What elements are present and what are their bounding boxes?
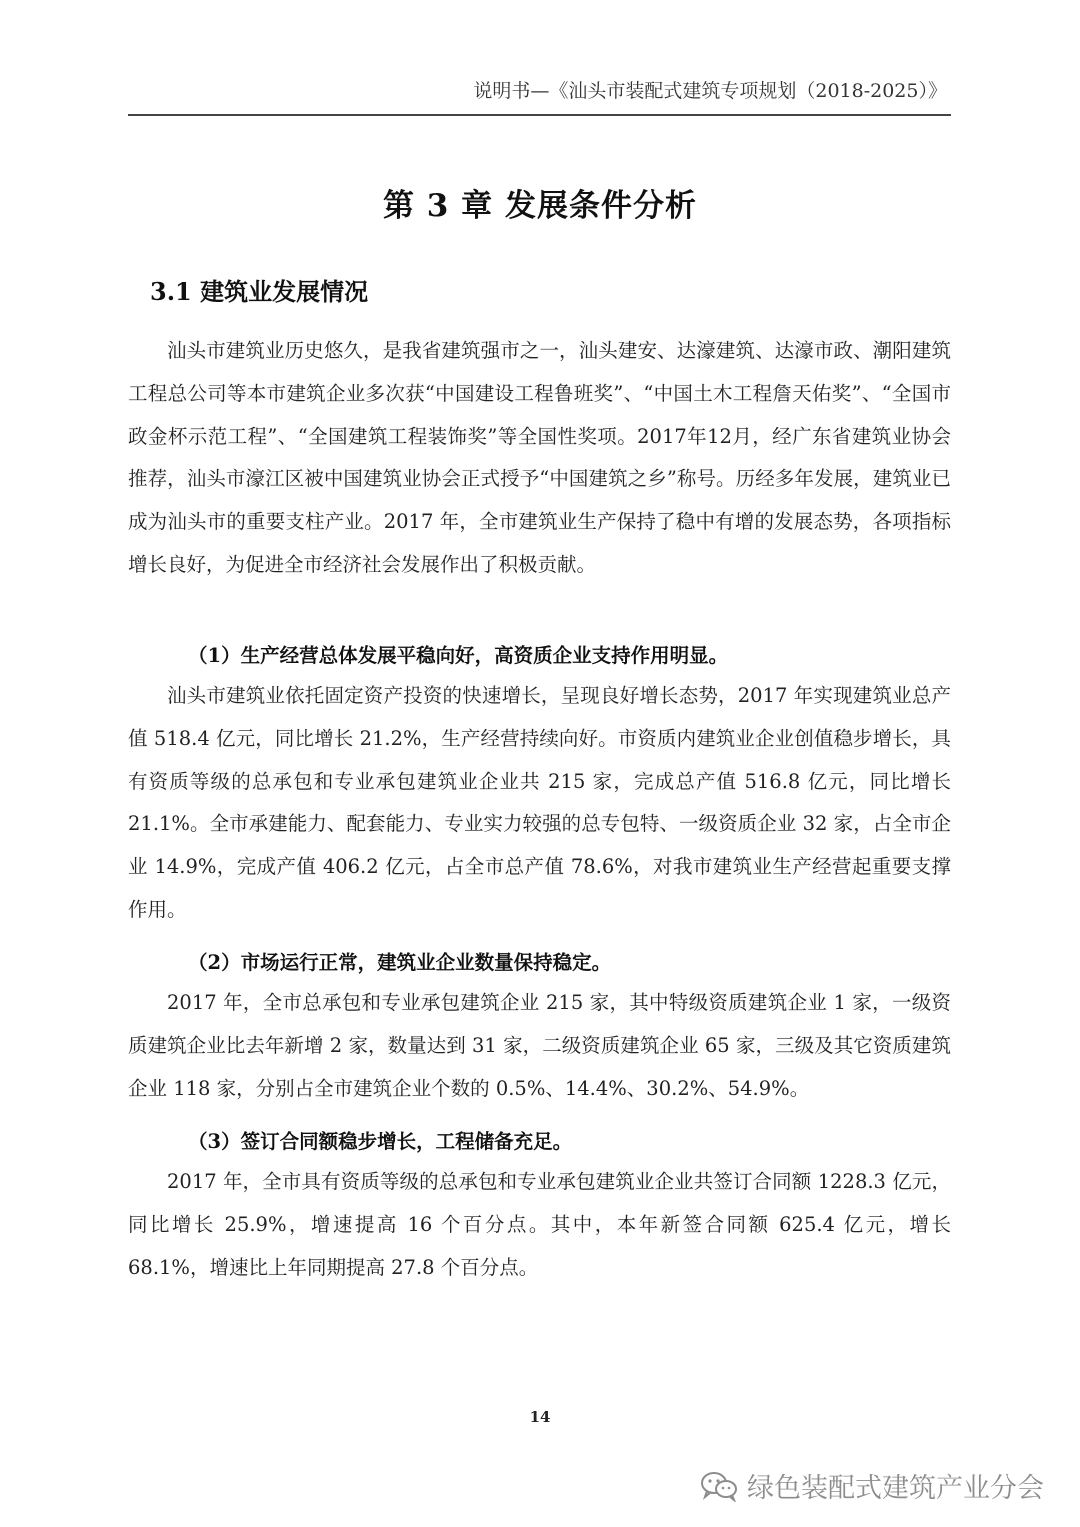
subsection-1-paragraph: 汕头市建筑业依托固定资产投资的快速增长，呈现良好增长态势，2017 年实现建筑业总产值 518.4 亿元，同比增长 21.2%，生产经营持续向好。市资质内建筑业企业创值稳步增长，具有资质等级的总承包和专业承包建筑业企业共 215 家，完成总产值 516.8 亿元，同比增长 21.1%。全市承建能力、配套能力、专业实力较强的总专包特、一级资质企业 32 家，占全市企业 14.9%，完成产值 406.2 亿元，占全市总产值 78.6%，对我市建筑业生产经营起重要支撑作用。 (128, 684, 951, 921)
header-divider (128, 114, 951, 116)
intro-paragraph: 汕头市建筑业历史悠久，是我省建筑强市之一，汕头建安、达濠建筑、达濠市政、潮阳建筑工程总公司等本市建筑企业多次获“中国建设工程鲁班奖”、“中国土木工程詹天佑奖”、“全国市政金杯示范工程”、“全国建筑工程装饰奖”等全国性奖项。2017年12月，经广东省建筑业协会推荐，汕头市濠江区被中国建筑业协会正式授予“中国建筑之乡”称号。历经多年发展，建筑业已成为汕头市的重要支柱产业。2017 年，全市建筑业生产保持了稳中有增的发展态势，各项指标增长良好，为促进全市经济社会发展作出了积极贡献。 (128, 339, 951, 576)
subsection-3-paragraph: 2017 年，全市具有资质等级的总承包和专业承包建筑业企业共签订合同额 1228.3 亿元，同比增长 25.9%，增速提高 16 个百分点。其中，本年新签合同额 625.4 亿元，增长 68.1%，增速比上年同期提高 27.8 个百分点。 (128, 1170, 951, 1279)
subsection-3-heading: （3）签订合同额稳步增长，工程储备充足。 (188, 1130, 573, 1153)
running-header-title: 说明书—《汕头市装配式建筑专项规划（2018-2025）》 (473, 80, 947, 102)
watermark-text: 绿色装配式建筑产业分会 (747, 1473, 1044, 1504)
subsection-2-paragraph: 2017 年，全市总承包和专业承包建筑企业 215 家，其中特级资质建筑企业 1 家，一级资质建筑企业比去年新增 2 家，数量达到 31 家，二级资质建筑企业 65 家，三级及其它资质建筑企业 118 家，分别占全市建筑企业个数的 0.5%、14.4%、30.2%、54.9%。 (128, 991, 951, 1100)
chapter-title: 第 3 章 发展条件分析 (383, 188, 697, 224)
wechat-icon (699, 1470, 739, 1502)
subsection-2-heading: （2）市场运行正常，建筑业企业数量保持稳定。 (188, 951, 612, 974)
watermark (699, 1466, 1044, 1505)
section-title: 3.1 建筑业发展情况 (150, 277, 369, 306)
page-number: 14 (529, 1408, 551, 1426)
subsection-1-heading: （1）生产经营总体发展平稳向好，高资质企业支持作用明显。 (188, 644, 729, 667)
